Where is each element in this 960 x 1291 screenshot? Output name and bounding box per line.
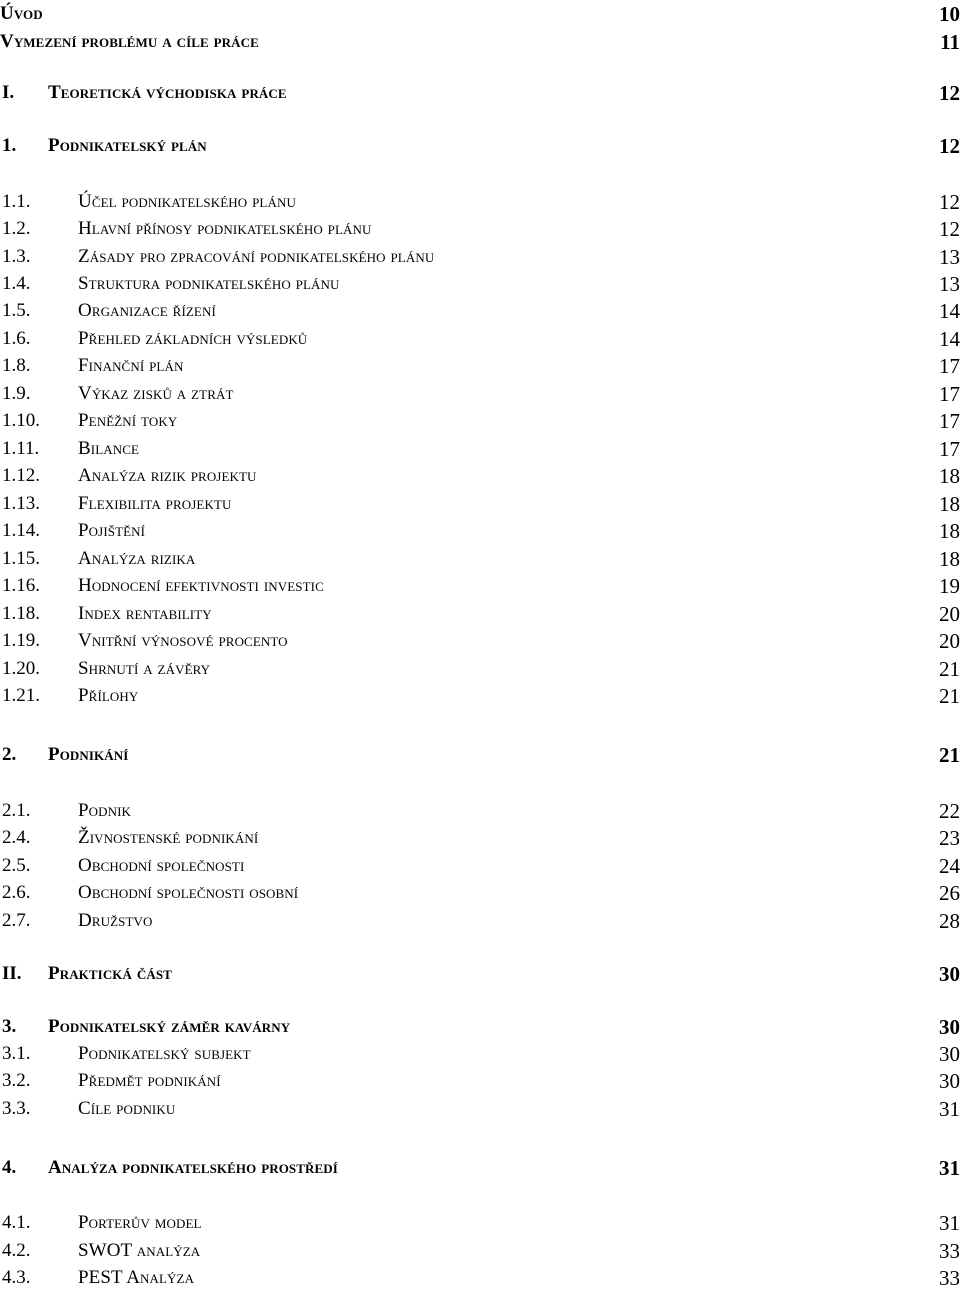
toc-entry — [0, 381, 960, 407]
toc-entry-title: Vnitřní výnosové procento — [78, 630, 288, 651]
toc-entry-page-number: 26 — [939, 881, 960, 905]
toc-entry-title: Struktura podnikatelského plánu — [78, 273, 340, 294]
toc-entry — [0, 1068, 960, 1094]
toc-entry — [0, 961, 960, 987]
toc-entry-page-number: 31 — [939, 1097, 960, 1121]
toc-entry — [0, 798, 960, 824]
toc-entry-title: Předmět podnikání — [78, 1070, 221, 1091]
toc-entry-title: Výkaz zisků a ztrát — [78, 383, 234, 404]
toc-entry — [0, 880, 960, 906]
toc-entry-number: 1.15. — [2, 548, 40, 569]
toc-entry-number: 1.14. — [2, 520, 40, 541]
toc-entry-title: SWOT analýza — [78, 1240, 201, 1261]
toc-entry-title: Vymezení problému a cíle práce — [0, 31, 259, 52]
toc-entry-page-number: 18 — [939, 519, 960, 543]
toc-entry — [0, 491, 960, 517]
toc-entry-title: Finanční plán — [78, 355, 184, 376]
toc-entry-page-number: 17 — [939, 382, 960, 406]
toc-entry-page-number: 12 — [939, 190, 960, 214]
toc-entry-number: 2.5. — [2, 855, 31, 876]
toc-entry-page-number: 14 — [939, 327, 960, 351]
toc-entry — [0, 742, 960, 768]
toc-entry — [0, 546, 960, 572]
toc-entry-title: Cíle podniku — [78, 1098, 176, 1119]
toc-entry — [0, 1041, 960, 1067]
toc-entry-title: Analýza rizika — [78, 548, 196, 569]
toc-entry-page-number: 19 — [939, 574, 960, 598]
toc-entry-page-number: 31 — [939, 1156, 960, 1180]
toc-entry — [0, 244, 960, 270]
toc-entry-number: 1.8. — [2, 355, 31, 376]
toc-entry-page-number: 14 — [939, 299, 960, 323]
toc-entry — [0, 1210, 960, 1236]
toc-entry-page-number: 12 — [939, 134, 960, 158]
toc-entry-page-number: 18 — [939, 547, 960, 571]
toc-entry-title: Družstvo — [78, 910, 153, 931]
toc-entry-title: Podnik — [78, 800, 132, 821]
toc-entry-title: Shrnutí a závěry — [78, 658, 211, 679]
toc-entry-number: 1.4. — [2, 273, 31, 294]
toc-entry-number: 1.2. — [2, 218, 31, 239]
toc-entry — [0, 601, 960, 627]
toc-entry-page-number: 21 — [939, 684, 960, 708]
toc-entry — [0, 1238, 960, 1264]
toc-entry — [0, 518, 960, 544]
toc-entry-title: Organizace řízení — [78, 300, 216, 321]
toc-entry — [0, 853, 960, 879]
toc-entry — [0, 408, 960, 434]
toc-entry-number: 1. — [2, 135, 17, 156]
toc-entry — [0, 189, 960, 215]
toc-entry-number: 1.11. — [2, 438, 40, 459]
toc-entry-title: Bilance — [78, 438, 140, 459]
toc-entry-page-number: 18 — [939, 464, 960, 488]
toc-entry-title: Pojištění — [78, 520, 146, 541]
toc-entry-page-number: 20 — [939, 629, 960, 653]
toc-entry-number: 1.19. — [2, 630, 40, 651]
toc-entry-page-number: 17 — [939, 437, 960, 461]
toc-entry-page-number: 21 — [939, 743, 960, 767]
toc-entry-number: 1.5. — [2, 300, 31, 321]
toc-entry-page-number: 13 — [939, 245, 960, 269]
toc-entry-number: I. — [2, 82, 15, 103]
toc-entry — [0, 80, 960, 106]
toc-entry — [0, 1014, 960, 1040]
toc-entry — [0, 298, 960, 324]
toc-entry-number: 1.9. — [2, 383, 31, 404]
toc-entry-title: Index rentability — [78, 603, 212, 624]
toc-entry-title: Analýza rizik projektu — [78, 465, 257, 486]
toc-entry-number: 4.1. — [2, 1212, 31, 1233]
toc-entry-title: Podnikání — [48, 744, 129, 765]
toc-entry — [0, 656, 960, 682]
toc-entry-number: 1.20. — [2, 658, 40, 679]
toc-entry-title: Peněžní toky — [78, 410, 178, 431]
toc-entry-number: 4.3. — [2, 1267, 31, 1288]
toc-entry-page-number: 30 — [939, 1015, 960, 1039]
toc-entry — [0, 683, 960, 709]
toc-entry-number: II. — [2, 963, 22, 984]
toc-entry-page-number: 12 — [939, 81, 960, 105]
toc-entry-number: 2.1. — [2, 800, 31, 821]
toc-entry-page-number: 30 — [939, 1069, 960, 1093]
toc-entry-page-number: 12 — [939, 217, 960, 241]
toc-entry-number: 1.6. — [2, 328, 31, 349]
toc-entry-title: Flexibilita projektu — [78, 493, 232, 514]
toc-entry — [0, 628, 960, 654]
toc-entry — [0, 1265, 960, 1291]
toc-entry-page-number: 18 — [939, 492, 960, 516]
toc-entry — [0, 1096, 960, 1122]
toc-entry-title: Teoretická východiska práce — [48, 82, 287, 103]
toc-entry — [0, 463, 960, 489]
toc-entry-title: Obchodní společnosti — [78, 855, 245, 876]
toc-entry — [0, 825, 960, 851]
toc-entry — [0, 271, 960, 297]
toc-entry — [0, 133, 960, 159]
toc-entry-title: Hlavní přínosy podnikatelského plánu — [78, 218, 372, 239]
toc-entry-number: 1.13. — [2, 493, 40, 514]
toc-entry — [0, 216, 960, 242]
toc-entry-title: Zásady pro zpracování podnikatelského plánu — [78, 246, 435, 267]
toc-entry-page-number: 20 — [939, 602, 960, 626]
toc-entry — [0, 326, 960, 352]
toc-entry — [0, 353, 960, 379]
toc-entry-number: 2.4. — [2, 827, 31, 848]
toc-entry-page-number: 21 — [939, 657, 960, 681]
toc-entry-title: Praktická část — [48, 963, 172, 984]
toc-entry-title: Účel podnikatelského plánu — [78, 191, 296, 212]
toc-entry-number: 2.7. — [2, 910, 31, 931]
toc-entry-page-number: 33 — [939, 1239, 960, 1263]
toc-entry-page-number: 28 — [939, 909, 960, 933]
toc-entry-number: 1.10. — [2, 410, 40, 431]
toc-entry-page-number: 30 — [939, 1042, 960, 1066]
toc-entry-title: Přílohy — [78, 685, 139, 706]
toc-entry-page-number: 22 — [939, 799, 960, 823]
toc-entry-page-number: 17 — [939, 354, 960, 378]
toc-entry-number: 2.6. — [2, 882, 31, 903]
toc-entry-number: 1.3. — [2, 246, 31, 267]
toc-entry-title: Přehled základních výsledků — [78, 328, 308, 349]
toc-entry-page-number: 33 — [939, 1266, 960, 1290]
toc-entry-page-number: 23 — [939, 826, 960, 850]
toc-entry-title: Podnikatelský záměr kavárny — [48, 1016, 291, 1037]
toc-entry-page-number: 31 — [939, 1211, 960, 1235]
toc-entry-number: 1.21. — [2, 685, 40, 706]
toc-entry — [0, 436, 960, 462]
toc-entry — [0, 908, 960, 934]
toc-entry-page-number: 10 — [939, 2, 960, 26]
toc-entry-number: 3. — [2, 1016, 17, 1037]
toc-entry-number: 4.2. — [2, 1240, 31, 1261]
toc-entry-number: 2. — [2, 744, 17, 765]
toc-entry-title: Podnikatelský plán — [48, 135, 207, 156]
toc-entry-number: 3.3. — [2, 1098, 31, 1119]
toc-entry — [0, 1, 960, 27]
toc-entry-number: 1.12. — [2, 465, 40, 486]
toc-entry — [0, 573, 960, 599]
toc-entry-title: Živnostenské podnikání — [78, 827, 259, 848]
toc-entry-number: 1.16. — [2, 575, 40, 596]
toc-entry-number: 1.18. — [2, 603, 40, 624]
toc-entry-number: 1.1. — [2, 191, 31, 212]
toc-entry — [0, 29, 960, 55]
toc-entry-page-number: 11 — [940, 30, 960, 54]
toc-entry-page-number: 17 — [939, 409, 960, 433]
toc-entry — [0, 1155, 960, 1181]
toc-entry-number: 3.2. — [2, 1070, 31, 1091]
toc-entry-number: 4. — [2, 1157, 17, 1178]
toc-entry-title: Obchodní společnosti osobní — [78, 882, 299, 903]
toc-entry-title: Podnikatelský subjekt — [78, 1043, 251, 1064]
toc-entry-page-number: 24 — [939, 854, 960, 878]
toc-entry-title: PEST Analýza — [78, 1267, 195, 1288]
toc-entry-title: Úvod — [0, 3, 43, 24]
toc-entry-page-number: 30 — [939, 962, 960, 986]
toc-entry-title: Porterův model — [78, 1212, 202, 1233]
toc-entry-title: Analýza podnikatelského prostředí — [48, 1157, 338, 1178]
toc-entry-title: Hodnocení efektivnosti investic — [78, 575, 324, 596]
toc-entry-page-number: 13 — [939, 272, 960, 296]
toc-entry-number: 3.1. — [2, 1043, 31, 1064]
